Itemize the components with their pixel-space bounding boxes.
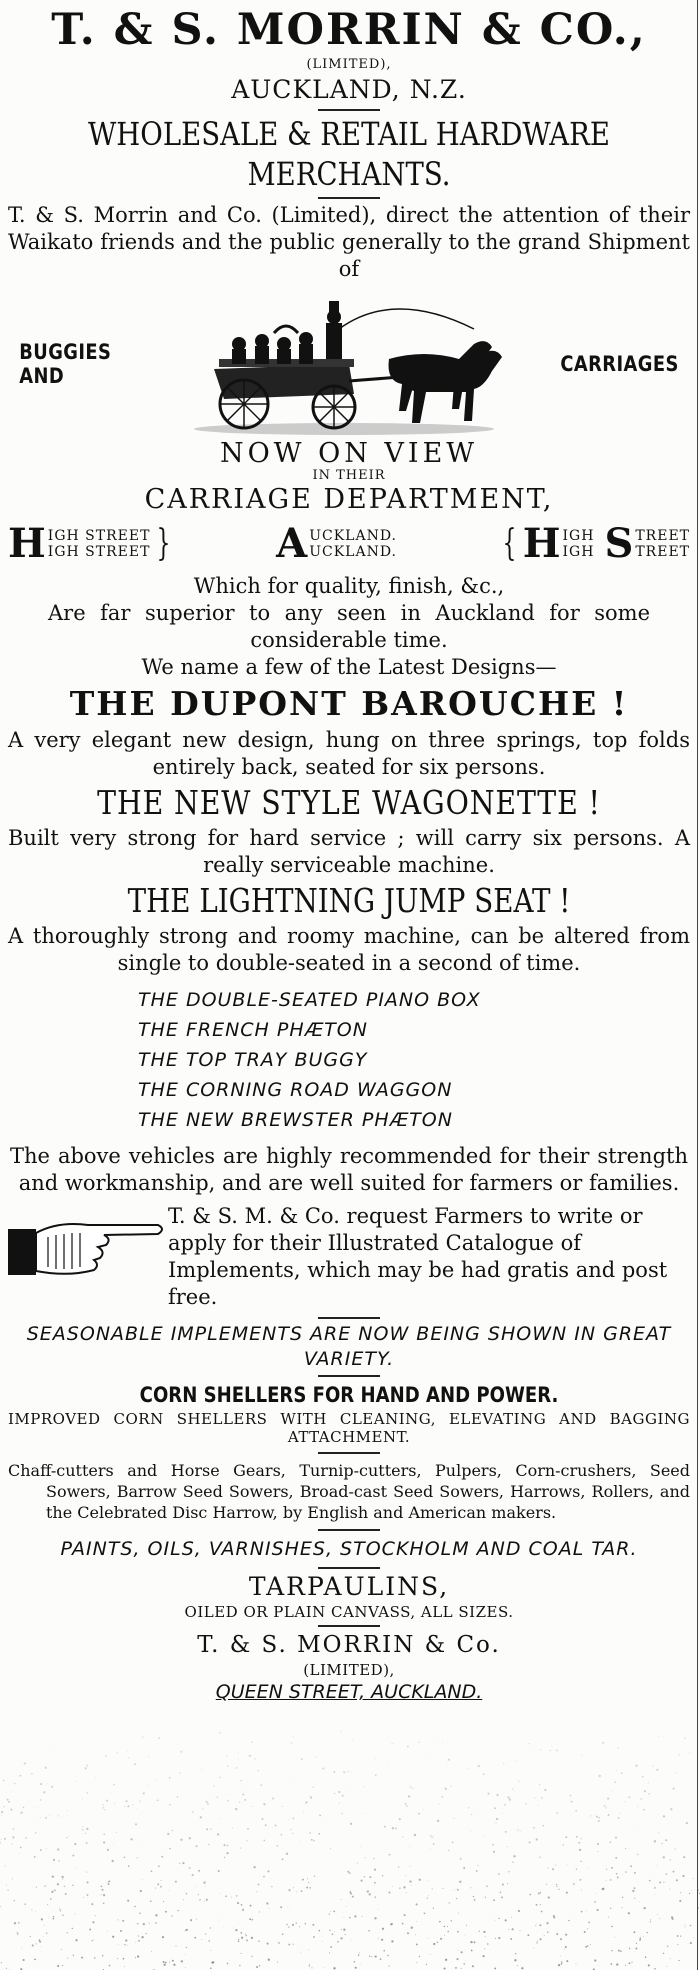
- design-desc-dupont: A very elegant new design, hung on three springs, top folds entirely back, seated for six persons.: [8, 728, 690, 779]
- address-left-initial: H: [8, 520, 46, 567]
- divider-rule: [318, 1317, 380, 1319]
- design-title-dupont: THE DUPONT BAROUCHE !: [69, 684, 629, 723]
- quality-line-2: Are far superior to any seen in Auckland for some considerable time.: [48, 601, 650, 652]
- address-left-top: IGH STREET: [47, 528, 151, 544]
- in-their-label: IN THEIR: [312, 468, 386, 483]
- tools-paragraph: Chaff-cutters and Horse Gears, Turnip-cutters, Pulpers, Corn-crushers, Seed Sowers, Barrow Seed Sowers, Broad-cast Seed Sowers, Harrows, Rollers, and the Celebrated Disc Harrow, by English and American makers.: [8, 1461, 690, 1522]
- footer-street: QUEEN STREET, AUCKLAND.: [215, 1681, 483, 1703]
- address-left-bottom: IGH STREET: [47, 544, 151, 560]
- brace-right: }: [157, 523, 171, 564]
- horse-carriage-illustration: [174, 289, 524, 439]
- tarpaulins-detail: OILED OR PLAIN CANVASS, ALL SIZES.: [184, 1603, 514, 1621]
- list-item: THE DOUBLE-SEATED PIANO BOX: [138, 989, 481, 1011]
- firm-name: T. & S. MORRIN & CO.,: [51, 5, 647, 55]
- list-item: THE NEW BREWSTER PHÆTON: [138, 1109, 453, 1131]
- divider-rule: [318, 197, 380, 199]
- address-right-bottom: IGH: [562, 544, 595, 560]
- list-item: THE FRENCH PHÆTON: [138, 1019, 368, 1041]
- buggies-label: BUGGIES AND: [19, 340, 112, 388]
- intro-paragraph: T. & S. Morrin and Co. (Limited), direct the attention of their Waikato friends and the public generally to the grand Shipment of: [8, 203, 690, 281]
- divider-rule: [318, 109, 380, 111]
- trade-line-1: WHOLESALE & RETAIL HARDWARE: [88, 115, 610, 153]
- divider-rule: [318, 1529, 380, 1531]
- carriage-banner: [8, 289, 690, 439]
- carriage-department-heading: CARRIAGE DEPARTMENT,: [144, 484, 554, 515]
- print-speckle-texture: [0, 1730, 700, 1970]
- right-border-rule: [697, 0, 698, 1970]
- catalogue-block: [8, 1203, 690, 1311]
- address-right-top: IGH: [562, 528, 595, 544]
- address-left: [8, 520, 175, 567]
- address-mid-top: UCKLAND.: [309, 528, 397, 544]
- address-right-s: S: [604, 520, 634, 567]
- models-list: [138, 985, 690, 1135]
- quality-line-3: We name a few of the Latest Designs—: [141, 655, 557, 679]
- carriages-label: CARRIAGES: [560, 352, 679, 376]
- footer-limited: (LIMITED),: [303, 1661, 395, 1679]
- address-line: [8, 519, 690, 569]
- corn-shellers-detail: IMPROVED CORN SHELLERS WITH CLEANING, ELEVATING AND BAGGING ATTACHMENT.: [8, 1410, 690, 1446]
- address-right-top2: TREET: [635, 528, 690, 544]
- corn-shellers-heading: CORN SHELLERS FOR HAND AND POWER.: [139, 1383, 559, 1407]
- address-mid-initial: A: [276, 520, 308, 567]
- design-desc-jump-seat: A thoroughly strong and roomy machine, can be altered from single to double-seated in a second of time.: [8, 924, 690, 975]
- catalogue-paragraph: T. & S. M. & Co. request Farmers to write or apply for their Illustrated Catalogue of Implements, which may be had gratis and post free.: [168, 1204, 668, 1309]
- divider-rule: [318, 1452, 380, 1454]
- address-mid-bottom: UCKLAND.: [309, 544, 397, 560]
- paints-line: PAINTS, OILS, VARNISHES, STOCKHOLM AND COAL TAR.: [60, 1538, 638, 1560]
- list-item: THE TOP TRAY BUGGY: [138, 1049, 368, 1071]
- pointing-hand-icon: [8, 1207, 168, 1287]
- design-title-jump-seat: THE LIGHTNING JUMP SEAT !: [127, 881, 571, 920]
- divider-rule: [318, 1375, 380, 1377]
- now-on-view-heading: NOW ON VIEW: [219, 438, 479, 469]
- footer-firm: T. & S. MORRIN & Co.: [197, 1632, 501, 1658]
- address-middle: [276, 520, 397, 567]
- divider-rule: [318, 1625, 380, 1627]
- city-line: AUCKLAND, N.Z.: [231, 75, 467, 104]
- trade-line-2: MERCHANTS.: [247, 155, 451, 193]
- tarpaulins-heading: TARPAULINS,: [248, 1572, 450, 1601]
- address-right-bottom2: TREET: [635, 544, 690, 560]
- divider-rule: [318, 1567, 380, 1569]
- limited-label: (LIMITED),: [306, 57, 392, 72]
- brace-left: {: [502, 523, 517, 564]
- address-right: [498, 520, 690, 567]
- seasonal-implements: SEASONABLE IMPLEMENTS ARE NOW BEING SHOWN IN GREAT VARIETY.: [26, 1323, 672, 1370]
- design-title-wagonette: THE NEW STYLE WAGONETTE !: [97, 783, 601, 822]
- list-item: THE CORNING ROAD WAGGON: [138, 1079, 453, 1101]
- address-right-initial: H: [522, 520, 561, 567]
- design-desc-wagonette: Built very strong for hard service ; will carry six persons. A really serviceable machine.: [8, 826, 690, 877]
- recommend-paragraph: The above vehicles are highly recommended for their strength and workmanship, and are well suited for farmers or families.: [10, 1144, 688, 1195]
- quality-line-1: Which for quality, finish, &c.,: [193, 574, 505, 598]
